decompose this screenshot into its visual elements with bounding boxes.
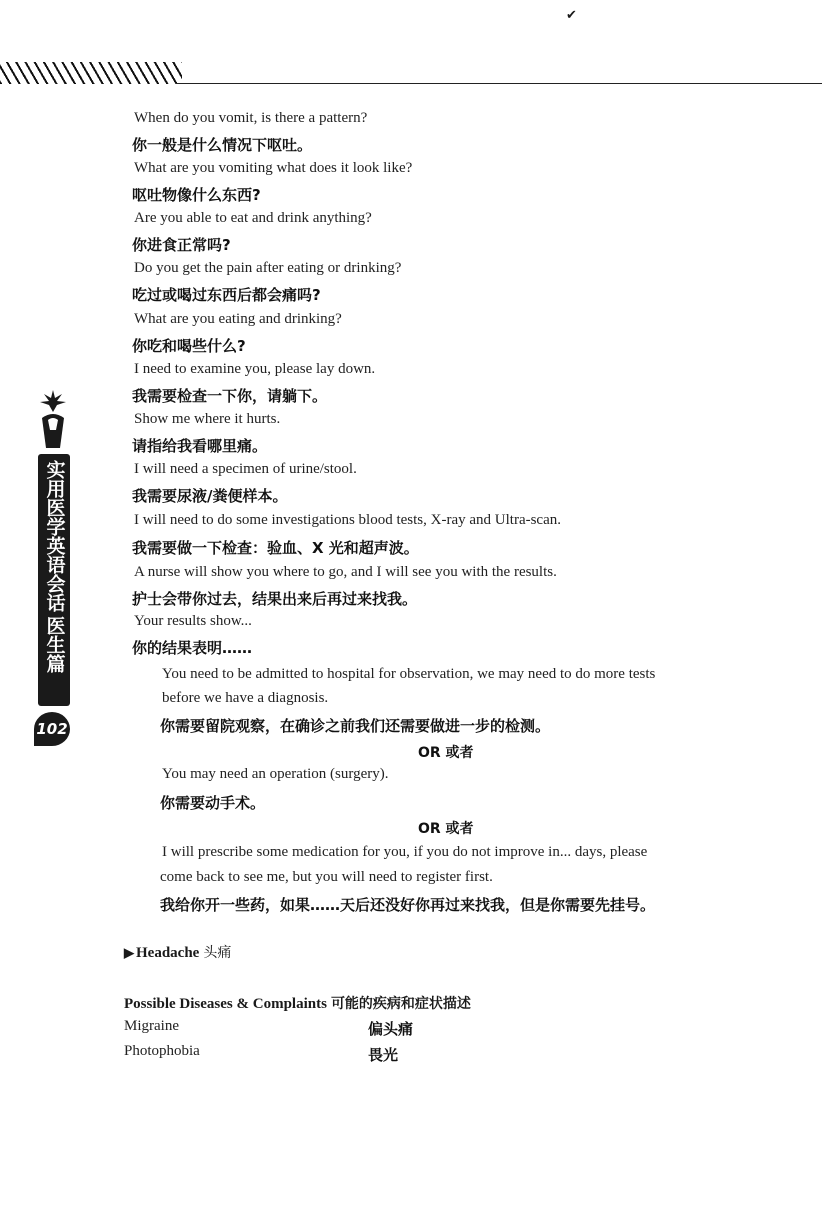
dialogue-line-en: Your results show... (134, 613, 252, 629)
dialogue-line-zh: 我需要做一下检查：验血、X 光和超声波。 (132, 539, 419, 557)
printer-mark: ✔ (566, 8, 577, 23)
dialogue-line-en: When do you vomit, is there a pattern? (134, 110, 368, 126)
result-option-en: before we have a diagnosis. (162, 690, 329, 706)
dialogue-line-en: I need to examine you, please lay down. (134, 361, 376, 377)
dialogue-line-en: Do you get the pain after eating or drinking? (134, 260, 402, 276)
header-hatch-decoration (0, 62, 182, 84)
dialogue-line-zh: 你吃和喝些什么? (132, 337, 246, 355)
book-title: 实用医学英语会话 (43, 460, 66, 612)
torch-icon (36, 388, 70, 450)
result-option-zh: 你需要留院观察，在确诊之前我们还需要做进一步的检测。 (160, 717, 551, 735)
dialogue-line-zh: 请指给我看哪里痛。 (132, 437, 268, 455)
result-option-en: come back to see me, but you will need to register first. (160, 869, 493, 885)
section-heading (124, 942, 231, 962)
dialogue-line-zh: 我需要检查一下你，请躺下。 (132, 387, 328, 405)
side-tab (28, 388, 78, 750)
result-option-en: You may need an operation (surgery). (162, 766, 389, 782)
disease-term-en: Migraine (124, 1018, 179, 1034)
dialogue-line-en: A nurse will show you where to go, and I will see you with the results. (134, 564, 557, 580)
dialogue-line-zh: 你的结果表明…… (132, 639, 253, 657)
diseases-heading-zh: 可能的疾病和症状描述 (330, 996, 471, 1012)
disease-term-zh: 畏光 (368, 1046, 399, 1064)
dialogue-line-en: What are you vomiting what does it look like? (134, 160, 413, 176)
result-option-zh: 我给你开一些药，如果……天后还没好你再过来找我，但是你需要先挂号。 (160, 896, 656, 914)
side-tab-bar (38, 454, 70, 706)
result-option-en: You need to be admitted to hospital for observation, we may need to do more tests (162, 666, 656, 682)
disease-term-zh: 偏头痛 (368, 1020, 414, 1038)
disease-term-en: Photophobia (124, 1043, 200, 1059)
diseases-heading-en: Possible Diseases & Complaints (124, 996, 327, 1012)
result-option-zh: 你需要动手术。 (160, 794, 266, 812)
dialogue-line-zh: 呕吐物像什么东西? (132, 186, 261, 204)
volume-label: 医生篇 (43, 616, 66, 673)
dialogue-line-zh: 吃过或喝过东西后都会痛吗? (132, 286, 321, 304)
dialogue-line-zh: 你进食正常吗? (132, 236, 231, 254)
dialogue-line-en: Are you able to eat and drink anything? (134, 210, 372, 226)
result-option-en: I will prescribe some medication for you, if you do not improve in... days, please (162, 844, 648, 860)
dialogue-line-en: What are you eating and drinking? (134, 311, 342, 327)
page-number: 102 (34, 712, 70, 746)
dialogue-line-zh: 你一般是什么情况下呕吐。 (132, 136, 313, 154)
dialogue-line-en: I will need to do some investigations blood tests, X-ray and Ultra-scan. (134, 512, 561, 528)
section-title-zh: 头痛 (203, 945, 232, 961)
or-separator: OR 或者 (418, 821, 474, 837)
diseases-heading (124, 993, 471, 1013)
dialogue-line-zh: 护士会带你过去，结果出来后再过来找我。 (132, 590, 418, 608)
or-separator: OR 或者 (418, 745, 474, 761)
section-title-en: Headache (136, 945, 200, 961)
dialogue-line-en: I will need a specimen of urine/stool. (134, 461, 357, 477)
header-rule (176, 83, 822, 84)
dialogue-line-en: Show me where it hurts. (134, 411, 281, 427)
triangle-marker-icon: ▶ (124, 945, 134, 960)
dialogue-line-zh: 我需要尿液/粪便样本。 (132, 487, 288, 505)
